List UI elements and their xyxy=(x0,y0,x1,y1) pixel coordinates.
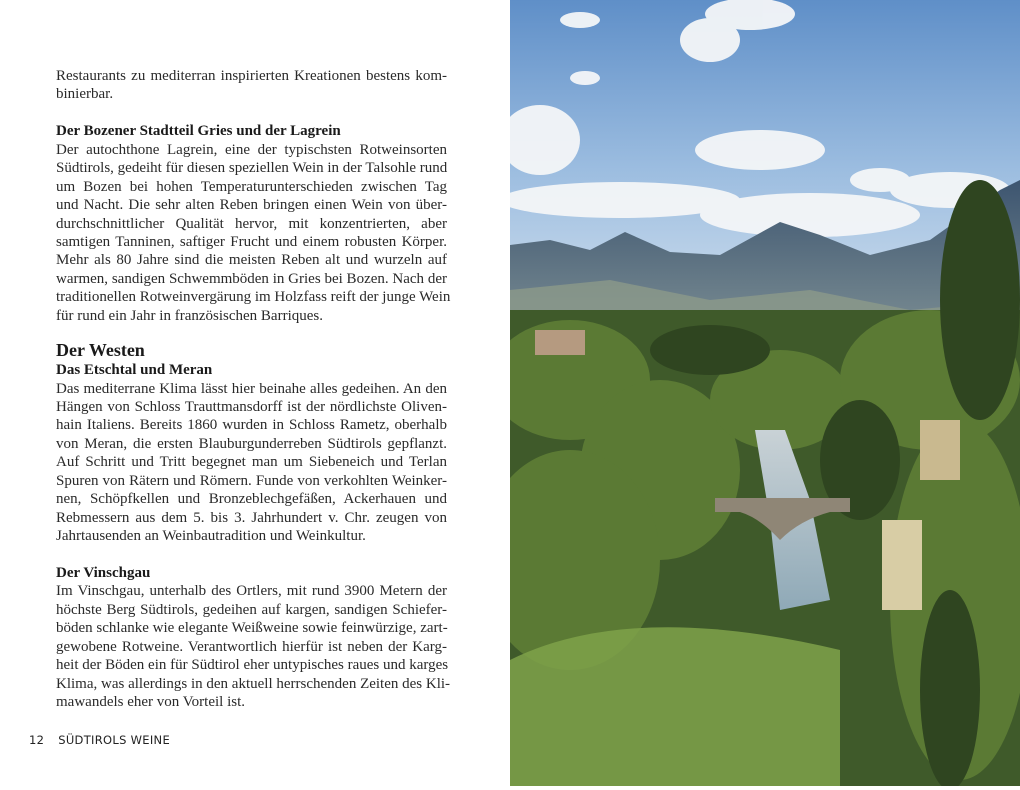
text-line: Jahrtausenden an Weinbautradition und Weinkultur. xyxy=(56,528,366,545)
spacer xyxy=(56,104,447,122)
text-line: mawandels eher von Vorteil ist. xyxy=(56,694,245,710)
text-line: von Meran, die ersten Blauburgunderreben Südtirols gepflanzt. xyxy=(56,435,447,452)
section-heading: Der Bozener Stadtteil Gries und der Lagrein xyxy=(56,123,341,140)
spacer xyxy=(56,546,447,564)
text-line: durchschnittlicher Qualität hervor, mit konzentrierten, aber xyxy=(56,215,447,232)
text-line: Mehr als 80 Jahre sind die meisten Reben alt und wurzeln auf xyxy=(56,252,447,269)
text-line: Der autochthone Lagrein, eine der typischsten Rotweinsorten xyxy=(56,141,447,158)
text-line: heit der Böden ein für Südtirol eher untypisches raues und karges xyxy=(56,657,449,674)
text-line: samtigen Tanninen, saftiger Frucht und einem robusten Körper. xyxy=(56,233,447,250)
text-line: Klima, was allerdings in den aktuell herrschenden Zeiten des Kli- xyxy=(56,675,451,692)
photo-meran-landscape xyxy=(510,0,1020,786)
text-line: traditionellen Rotweinvergärung im Holzfass reift der junge Wein xyxy=(56,289,451,306)
text-line: Restaurants zu mediterran inspirierten Kreationen bestens kom- xyxy=(56,68,447,84)
text-line: für rund ein Jahr in französischen Barriques. xyxy=(56,307,323,324)
text-line: um Bozen bei hohen Temperaturunterschieden zwischen Tag xyxy=(56,178,447,195)
section-heading: Das Etschtal und Meran xyxy=(56,362,213,379)
text-line: Im Vinschgau, unterhalb des Ortlers, mit rund 3900 Metern der xyxy=(56,583,447,600)
text-line: warmen, sandigen Schwemmböden in Gries bei Bozen. Nach der xyxy=(56,270,447,287)
page-number: 12 xyxy=(29,733,45,747)
text-line: binierbar. xyxy=(56,86,114,103)
text-line: Rebmessern aus dem 5. bis 3. Jahrhundert v. Chr. zeugen von xyxy=(56,509,447,526)
page-footer xyxy=(29,733,184,747)
foreground-leaves xyxy=(510,627,840,786)
text-line: hain Italiens. Bereits 1860 wurden in Schloss Rametz, oberhalb xyxy=(56,417,447,434)
text-line: nen, Schöpfkellen und Bronzeblechgefäßen, Ackerhauen und xyxy=(56,491,447,508)
text-line: Südtirols, gedeiht für diesen speziellen Wein in der Talsohle rund xyxy=(56,160,448,177)
chapter-heading: Der Westen xyxy=(56,340,145,361)
landscape-illustration xyxy=(510,0,1020,786)
text-line: Hängen von Schloss Trauttmansdorff ist der nördlichste Oliven- xyxy=(56,399,447,415)
left-page xyxy=(0,0,510,786)
spacer xyxy=(56,325,447,331)
text-line: Spuren von Rätern und Römern. Funde von verkohlten Weinker- xyxy=(56,472,447,489)
text-line: höchste Berg Südtirols, gedeihen auf kargen, sandigen Schiefer- xyxy=(56,601,447,618)
section-heading: Der Vinschgau xyxy=(56,564,151,581)
text-line: Auf Schritt und Tritt begegnet man um Siebeneich und Terlan xyxy=(56,454,447,471)
text-line: Das mediterrane Klima lässt hier beinahe alles gedeihen. An den xyxy=(56,380,447,397)
text-line: böden schlanke wie elegante Weißweine sowie feinwürzige, zart- xyxy=(56,620,448,637)
text-line: gewobene Rotweine. Verantwortlich hierfür ist neben der Karg- xyxy=(56,638,447,655)
text-line: und Nacht. Die sehr alten Reben bringen einen Wein von über- xyxy=(56,197,447,214)
body-text xyxy=(56,67,451,711)
running-title: SÜDTIROLS WEINE xyxy=(58,733,171,747)
